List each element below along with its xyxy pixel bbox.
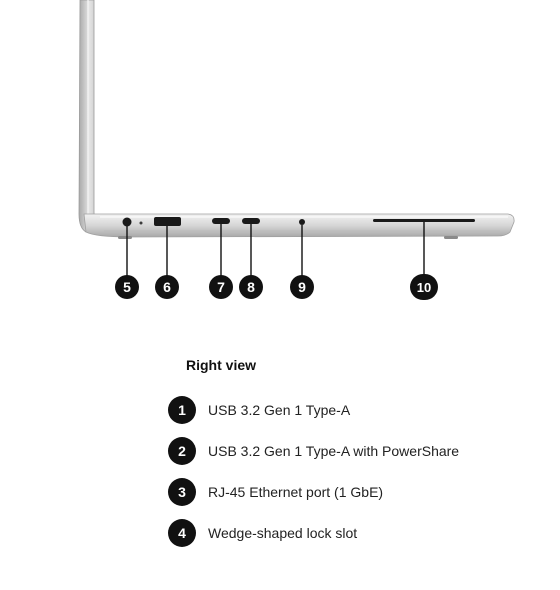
legend-label: USB 3.2 Gen 1 Type-A bbox=[208, 402, 351, 418]
status-led bbox=[140, 222, 143, 225]
legend-number-badge: 2 bbox=[168, 437, 196, 465]
hdmi-port bbox=[154, 217, 181, 226]
legend-item bbox=[168, 519, 459, 547]
legend-item bbox=[168, 437, 459, 465]
callout-9: 9 bbox=[290, 275, 314, 299]
callout-6: 6 bbox=[155, 275, 179, 299]
smart-card-slot bbox=[373, 219, 475, 222]
audio-jack-port bbox=[299, 219, 305, 225]
callout-5: 5 bbox=[115, 275, 139, 299]
legend-number-badge: 3 bbox=[168, 478, 196, 506]
legend-label: Wedge-shaped lock slot bbox=[208, 525, 358, 541]
section-title: Right view bbox=[186, 357, 257, 373]
legend-label: USB 3.2 Gen 1 Type-A with PowerShare bbox=[208, 443, 460, 459]
legend-number-badge: 1 bbox=[168, 396, 196, 424]
legend-item bbox=[168, 396, 459, 424]
laptop-lid bbox=[79, 0, 100, 232]
callout-8: 8 bbox=[239, 275, 263, 299]
legend-number-badge: 4 bbox=[168, 519, 196, 547]
callout-7: 7 bbox=[209, 275, 233, 299]
usb-c-port-7 bbox=[212, 218, 230, 224]
legend-label: RJ-45 Ethernet port (1 GbE) bbox=[208, 484, 384, 500]
usb-c-port-8 bbox=[242, 218, 260, 224]
callout-10: 10 bbox=[410, 274, 438, 300]
rubber-foot-front bbox=[118, 236, 132, 239]
rubber-foot-rear bbox=[444, 236, 458, 239]
power-jack-port bbox=[123, 218, 132, 227]
legend-item bbox=[168, 478, 459, 506]
port-legend bbox=[168, 396, 459, 560]
